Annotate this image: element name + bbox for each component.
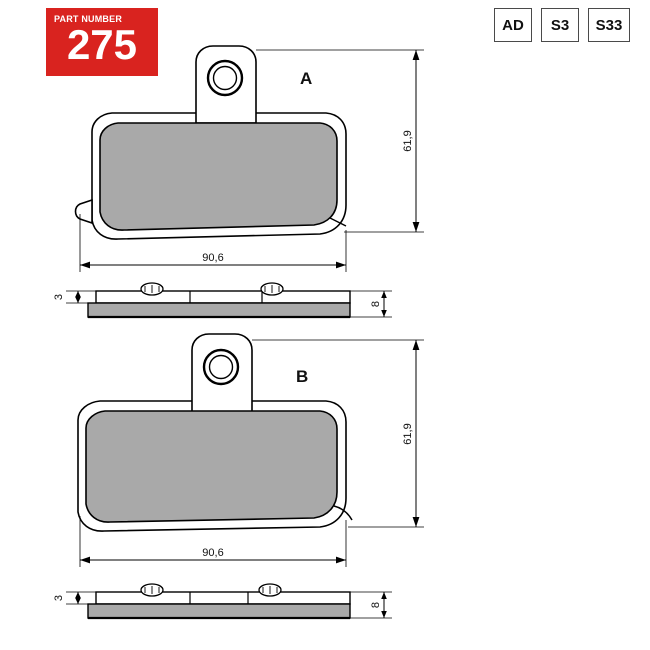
pad-b-side-friction [96, 592, 350, 604]
pad-b-backing-thickness-dimension [53, 592, 96, 604]
part-number-value: 275 [66, 21, 138, 68]
pad-a-side-friction [96, 291, 350, 303]
pad-a-top-view [76, 46, 347, 239]
pad-b-height-value: 61,9 [402, 423, 414, 445]
pad-b-backing-thickness-value: 3 [53, 594, 65, 602]
pad-a-height-value: 61,9 [402, 130, 414, 152]
pad-b-side-backing [88, 604, 350, 618]
pad-b-label: B [296, 367, 309, 386]
pad-b-friction-surface [86, 411, 337, 522]
pad-b-width-value: 90,6 [202, 547, 224, 559]
pad-a-label: A [300, 69, 313, 88]
pad-a-total-thickness-value: 8 [370, 300, 382, 308]
code-ad[interactable]: AD [494, 8, 532, 42]
pad-a-side-view [88, 283, 350, 317]
pad-a-left-nub [76, 200, 93, 223]
pad-a-backing-thickness-value: 3 [53, 293, 65, 301]
pad-b-total-thickness-value: 8 [370, 601, 382, 609]
pad-b-total-thickness-dimension [350, 592, 392, 618]
pad-b-side-view [88, 584, 350, 618]
pad-a-backing-thickness-dimension [53, 291, 96, 303]
pad-a-width-value: 90,6 [202, 252, 224, 264]
pad-a-friction-surface [100, 123, 337, 230]
pad-b-top-view [78, 334, 352, 531]
part-number-label: PART NUMBER [54, 14, 123, 24]
pad-b-pin-hole-inner [210, 356, 233, 379]
pad-a-side-backing [88, 303, 350, 317]
pad-a-total-thickness-dimension [350, 291, 392, 317]
pad-a-pin-hole-inner [214, 67, 237, 90]
code-s3[interactable]: S3 [541, 8, 579, 42]
code-s33[interactable]: S33 [588, 8, 630, 42]
